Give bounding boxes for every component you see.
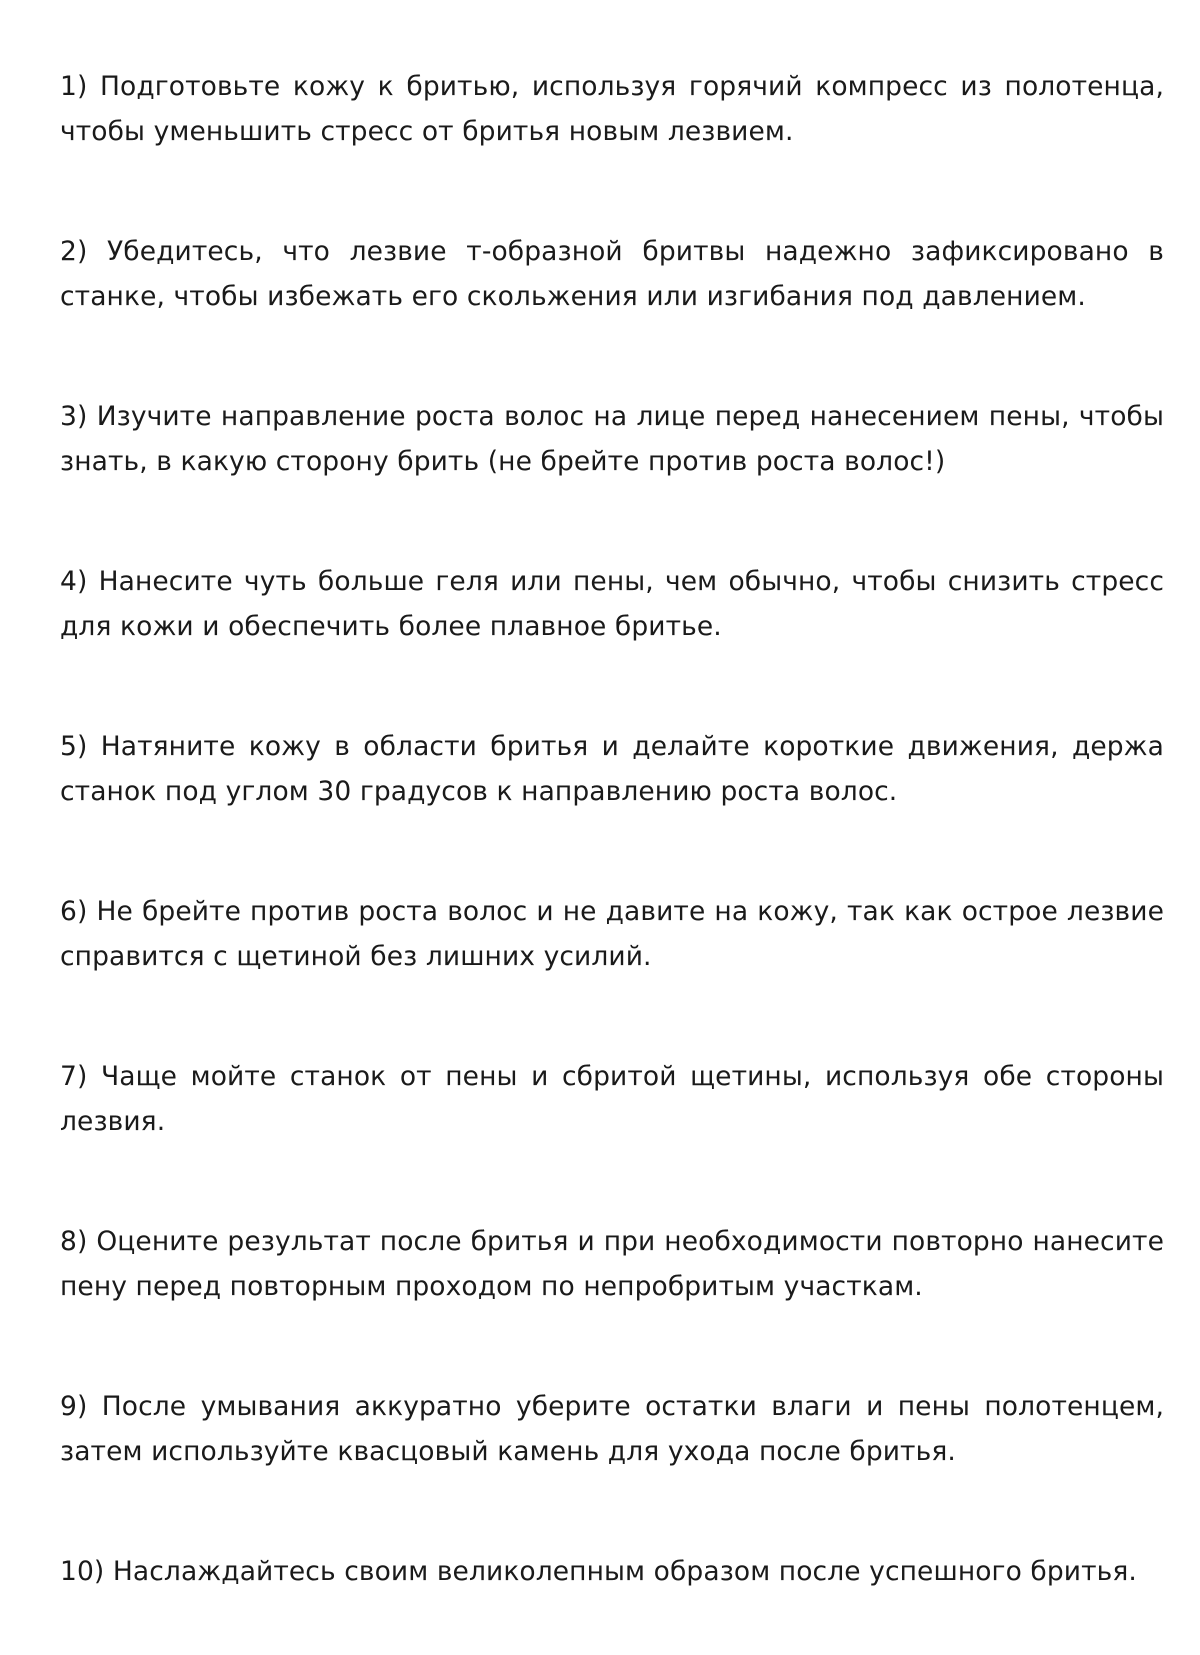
step-8: 8) Оцените результат после бритья и при необходимости повторно нанесите пену перед повторным проходом по непробритым участкам.: [60, 1226, 1164, 1302]
step-10: 10) Наслаждайтесь своим великолепным образом после успешного бритья.: [60, 1556, 1137, 1587]
step-1: 1) Подготовьте кожу к бритью, используя горячий компресс из полотенца, чтобы уменьшить стресс от бритья новым лезвием.: [60, 71, 1164, 147]
step-5: 5) Натяните кожу в области бритья и делайте короткие движения, держа станок под углом 30 градусов к направлению роста волос.: [60, 731, 1164, 807]
step-2: 2) Убедитесь, что лезвие т-образной бритвы надежно зафиксировано в станке, чтобы избежать его скольжения или изгибания под давлением.: [60, 236, 1164, 312]
step-7: 7) Чаще мойте станок от пены и сбритой щетины, используя обе стороны лезвия.: [60, 1061, 1164, 1137]
step-4: 4) Нанесите чуть больше геля или пены, чем обычно, чтобы снизить стресс для кожи и обеспечить более плавное бритье.: [60, 566, 1164, 642]
step-9: 9) После умывания аккуратно уберите остатки влаги и пены полотенцем, затем используйте квасцовый камень для ухода после бритья.: [60, 1391, 1164, 1467]
step-3: 3) Изучите направление роста волос на лице перед нанесением пены, чтобы знать, в какую сторону брить (не брейте против роста волос!): [60, 401, 1164, 477]
step-6: 6) Не брейте против роста волос и не давите на кожу, так как острое лезвие справится с щетиной без лишних усилий.: [60, 896, 1164, 972]
